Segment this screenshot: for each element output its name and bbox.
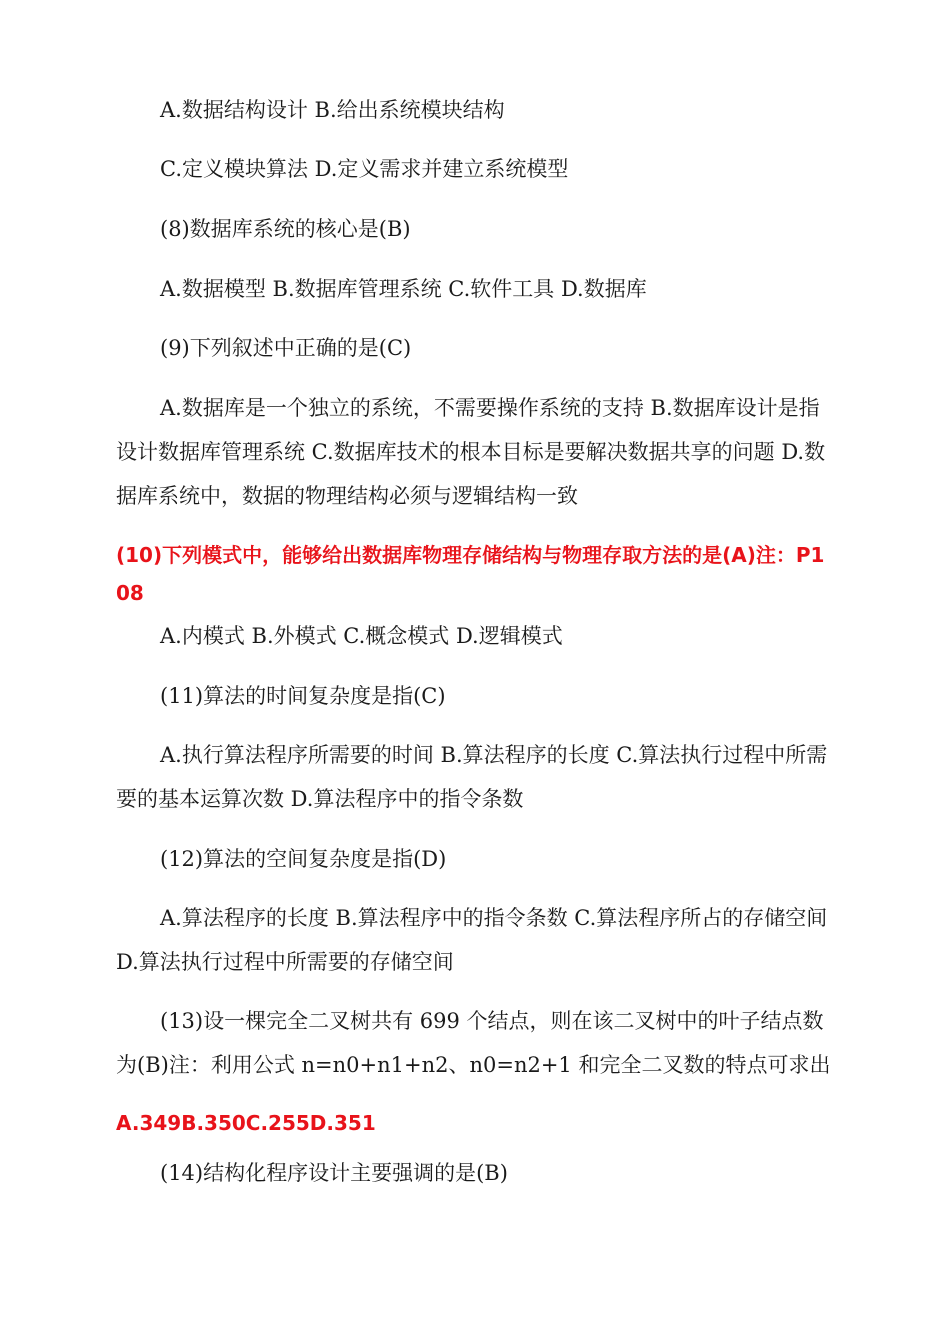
question-line: (8)数据库系统的核心是(B) bbox=[160, 217, 411, 241]
option-line: C.定义模块算法 D.定义需求并建立系统模型 bbox=[160, 157, 569, 181]
question-line: (12)算法的空间复杂度是指(D) bbox=[160, 847, 447, 871]
option-line: A.数据结构设计 B.给出系统模块结构 bbox=[160, 98, 505, 122]
question-line: (14)结构化程序设计主要强调的是(B) bbox=[160, 1161, 508, 1185]
option-paragraph: A.数据库是一个独立的系统，不需要操作系统的支持 B.数据库设计是指设计数据库管理系统 C.数据库技术的根本目标是要解决数据共享的问题 D.数据库系统中，数据的物理结构必须与逻辑结构一致 bbox=[116, 396, 826, 508]
option-paragraph: A.算法程序的长度 B.算法程序中的指令条数 C.算法程序所占的存储空间 D.算法执行过程中所需要的存储空间 bbox=[116, 906, 828, 974]
highlighted-options: A.349B.350C.255D.351 bbox=[116, 1111, 376, 1135]
question-line: (9)下列叙述中正确的是(C) bbox=[160, 336, 412, 360]
question-paragraph: (13)设一棵完全二叉树共有 699 个结点，则在该二叉树中的叶子结点数为(B)注：利用公式 n=n0+n1+n2、n0=n2+1 和完全二叉数的特点可求出 bbox=[116, 1009, 831, 1077]
option-paragraph: A.执行算法程序所需要的时间 B.算法程序的长度 C.算法执行过程中所需要的基本运算次数 D.算法程序中的指令条数 bbox=[116, 743, 828, 811]
highlighted-question: (10)下列模式中，能够给出数据库物理存储结构与物理存取方法的是(A)注：P108 bbox=[116, 543, 825, 605]
option-line: A.数据模型 B.数据库管理系统 C.软件工具 D.数据库 bbox=[160, 277, 647, 301]
question-line: (11)算法的时间复杂度是指(C) bbox=[160, 684, 446, 708]
option-line: A.内模式 B.外模式 C.概念模式 D.逻辑模式 bbox=[160, 624, 563, 648]
